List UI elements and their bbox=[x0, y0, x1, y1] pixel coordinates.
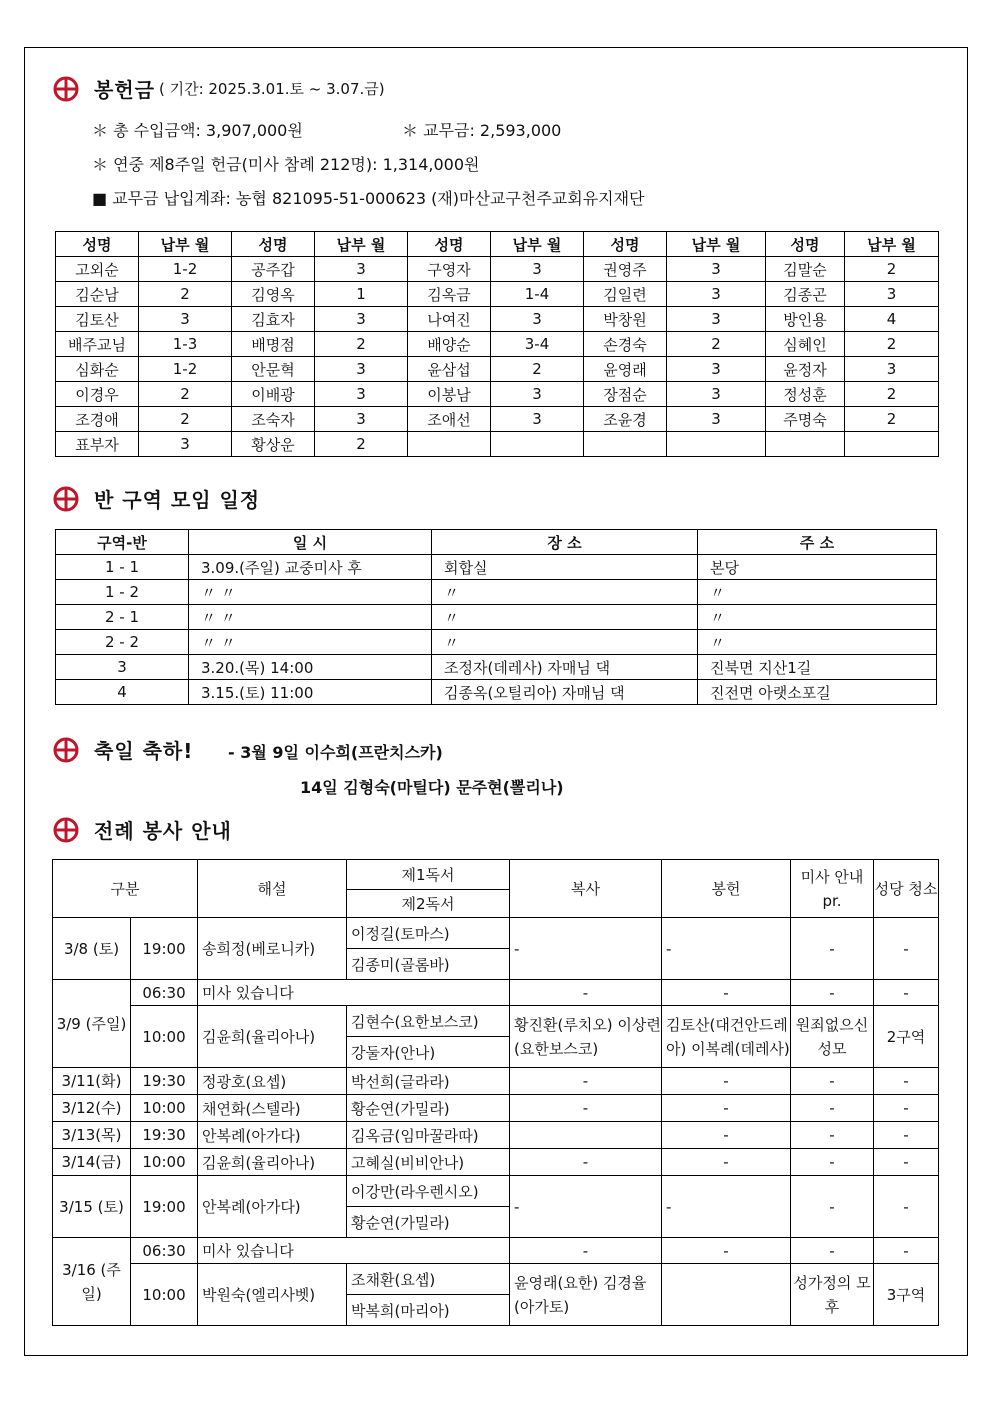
member-name: 김말순 bbox=[766, 257, 845, 282]
reader: 박복희(마리아) bbox=[347, 1295, 510, 1326]
service-time: 06:30 bbox=[131, 1238, 198, 1264]
reader: 조채환(요셉) bbox=[347, 1264, 510, 1295]
offering-col-header: 성명 bbox=[584, 232, 667, 257]
service-date: 3/11(화) bbox=[53, 1068, 131, 1095]
member-name: 윤영래 bbox=[584, 357, 667, 382]
table-row bbox=[53, 1122, 939, 1149]
paid-month: 3 bbox=[491, 307, 584, 332]
member-name: 안문혁 bbox=[232, 357, 315, 382]
offering-col-header: 성명 bbox=[766, 232, 845, 257]
paid-month: 2 bbox=[845, 382, 939, 407]
paid-month bbox=[491, 432, 584, 457]
feast-line-2: 14일 김형숙(마틸다) 문주현(뽈리나) bbox=[300, 778, 564, 797]
table-row bbox=[56, 307, 939, 332]
member-name: 정성훈 bbox=[766, 382, 845, 407]
cleaning: - bbox=[874, 1068, 939, 1095]
offertory: 김토산(대건안드레아) 이복례(데레사) bbox=[662, 1006, 791, 1068]
meeting-datetime: 〃 〃 bbox=[189, 580, 432, 605]
commentary: 채연화(스텔라) bbox=[198, 1095, 347, 1122]
member-name: 표부자 bbox=[56, 432, 139, 457]
paid-month: 2 bbox=[139, 382, 232, 407]
meeting-address: 진북면 지산1길 bbox=[698, 655, 937, 680]
paid-month: 2 bbox=[139, 407, 232, 432]
meeting-datetime: 〃 〃 bbox=[189, 605, 432, 630]
cross-circle-icon bbox=[52, 816, 80, 844]
paid-month: 2 bbox=[315, 332, 408, 357]
paid-month: 2 bbox=[315, 432, 408, 457]
paid-month: 3 bbox=[315, 307, 408, 332]
reader: 고혜실(비비안나) bbox=[347, 1149, 510, 1176]
meeting-address: 본당 bbox=[698, 555, 937, 580]
offertory: - bbox=[662, 1095, 791, 1122]
commentary: 김윤희(율리아나) bbox=[198, 1006, 347, 1068]
header-reader1: 제1독서 bbox=[347, 860, 510, 890]
paid-month: 1-2 bbox=[139, 357, 232, 382]
paid-month bbox=[667, 432, 766, 457]
paid-month: 2 bbox=[845, 332, 939, 357]
commentary: 김윤희(율리아나) bbox=[198, 1149, 347, 1176]
reader: 황순연(가밀라) bbox=[347, 1095, 510, 1122]
member-name: 조경애 bbox=[56, 407, 139, 432]
meeting-group: 1 - 2 bbox=[56, 580, 189, 605]
offering-header bbox=[52, 74, 385, 103]
meeting-place: 김종옥(오틸리아) 자매님 댁 bbox=[432, 680, 698, 705]
cross-circle-icon bbox=[52, 736, 80, 764]
offertory bbox=[662, 1264, 791, 1326]
server: 윤영래(요한) 김경율(아가토) bbox=[510, 1264, 662, 1326]
member-name: 황상운 bbox=[232, 432, 315, 457]
service-time: 19:00 bbox=[131, 918, 198, 980]
commentary: 정광호(요셉) bbox=[198, 1068, 347, 1095]
meeting-datetime: 3.09.(주일) 교중미사 후 bbox=[189, 555, 432, 580]
service-date: 3/8 (토) bbox=[53, 918, 131, 980]
usher: - bbox=[791, 1122, 874, 1149]
service-time: 19:00 bbox=[131, 1176, 198, 1238]
paid-month: 3 bbox=[491, 257, 584, 282]
service-time: 10:00 bbox=[131, 1149, 198, 1176]
header-reader2: 제2독서 bbox=[347, 890, 510, 918]
member-name: 손경숙 bbox=[584, 332, 667, 357]
cleaning: - bbox=[874, 1095, 939, 1122]
paid-month: 3 bbox=[667, 257, 766, 282]
cleaning: 3구역 bbox=[874, 1264, 939, 1326]
member-name: 김순남 bbox=[56, 282, 139, 307]
sunday-offering: ＊ 연중 제8주일 헌금(미사 참례 212명): 1,314,000원 bbox=[92, 155, 480, 174]
meeting-group: 2 - 1 bbox=[56, 605, 189, 630]
offertory: - bbox=[662, 1068, 791, 1095]
meeting-address: 진전면 아랫소포길 bbox=[698, 680, 937, 705]
diocese-fee: ＊ 교무금: 2,593,000 bbox=[402, 121, 562, 140]
meeting-table bbox=[55, 529, 937, 705]
paid-month: 3 bbox=[315, 382, 408, 407]
reader: 박선희(글라라) bbox=[347, 1068, 510, 1095]
offertory: - bbox=[662, 1122, 791, 1149]
table-row bbox=[53, 980, 939, 1006]
header-cleaning: 성당 청소 bbox=[874, 860, 939, 918]
service-date: 3/16 (주일) bbox=[53, 1238, 131, 1326]
cleaning: - bbox=[874, 980, 939, 1006]
usher: 성가정의 모후 bbox=[791, 1264, 874, 1326]
service-time: 06:30 bbox=[131, 980, 198, 1006]
reader: 이강만(라우렌시오) bbox=[347, 1176, 510, 1207]
offering-col-header: 납부 월 bbox=[845, 232, 939, 257]
table-row bbox=[56, 407, 939, 432]
table-row bbox=[53, 1095, 939, 1122]
table-row bbox=[56, 630, 937, 655]
commentary: 미사 있습니다 bbox=[198, 980, 510, 1006]
member-name bbox=[408, 432, 491, 457]
table-row bbox=[53, 1006, 939, 1037]
table-row bbox=[56, 605, 937, 630]
meeting-place: 〃 bbox=[432, 580, 698, 605]
member-name: 김효자 bbox=[232, 307, 315, 332]
header-commentary: 해설 bbox=[198, 860, 347, 918]
service-date: 3/15 (토) bbox=[53, 1176, 131, 1238]
server: 황진환(루치오) 이상련(요한보스코) bbox=[510, 1006, 662, 1068]
usher: - bbox=[791, 1238, 874, 1264]
header-category: 구분 bbox=[53, 860, 198, 918]
cleaning: - bbox=[874, 1122, 939, 1149]
member-name bbox=[584, 432, 667, 457]
member-name: 주명숙 bbox=[766, 407, 845, 432]
member-name: 김종곤 bbox=[766, 282, 845, 307]
liturgy-title: 전례 봉사 안내 bbox=[94, 819, 232, 843]
paid-month bbox=[845, 432, 939, 457]
server: - bbox=[510, 918, 662, 980]
member-name: 장점순 bbox=[584, 382, 667, 407]
liturgy-header bbox=[52, 815, 232, 844]
commentary: 박원숙(엘리사벳) bbox=[198, 1264, 347, 1326]
paid-month: 2 bbox=[845, 257, 939, 282]
cleaning: - bbox=[874, 1149, 939, 1176]
member-name: 심혜인 bbox=[766, 332, 845, 357]
paid-month: 2 bbox=[139, 282, 232, 307]
usher: - bbox=[791, 1176, 874, 1238]
member-name: 고외순 bbox=[56, 257, 139, 282]
table-row bbox=[53, 1149, 939, 1176]
meeting-place: 조정자(데레사) 자매님 댁 bbox=[432, 655, 698, 680]
reader: 황순연(가밀라) bbox=[347, 1207, 510, 1238]
service-time: 19:30 bbox=[131, 1068, 198, 1095]
table-row bbox=[56, 555, 937, 580]
member-name: 김영옥 bbox=[232, 282, 315, 307]
paid-month: 3 bbox=[667, 407, 766, 432]
server: - bbox=[510, 1176, 662, 1238]
offering-col-header: 성명 bbox=[232, 232, 315, 257]
table-row bbox=[56, 432, 939, 457]
offertory: - bbox=[662, 1149, 791, 1176]
paid-month: 3 bbox=[315, 257, 408, 282]
member-name: 배양순 bbox=[408, 332, 491, 357]
meeting-place: 〃 bbox=[432, 605, 698, 630]
cleaning: 2구역 bbox=[874, 1006, 939, 1068]
cross-circle-icon bbox=[52, 485, 80, 513]
offertory: - bbox=[662, 918, 791, 980]
server: - bbox=[510, 980, 662, 1006]
table-row bbox=[53, 1264, 939, 1295]
paid-month: 1-3 bbox=[139, 332, 232, 357]
meeting-datetime: 3.15.(토) 11:00 bbox=[189, 680, 432, 705]
feast-title: 축일 축하! bbox=[94, 739, 194, 763]
member-name: 나여진 bbox=[408, 307, 491, 332]
table-row bbox=[56, 580, 937, 605]
header-offertory: 봉헌 bbox=[662, 860, 791, 918]
meeting-col-header: 장 소 bbox=[432, 530, 698, 555]
paid-month: 3 bbox=[845, 282, 939, 307]
offering-col-header: 납부 월 bbox=[491, 232, 584, 257]
paid-month: 3 bbox=[667, 357, 766, 382]
offering-col-header: 납부 월 bbox=[139, 232, 232, 257]
table-row bbox=[56, 382, 939, 407]
cleaning: - bbox=[874, 1238, 939, 1264]
service-date: 3/9 (주일) bbox=[53, 980, 131, 1068]
server: - bbox=[510, 1149, 662, 1176]
server: - bbox=[510, 1068, 662, 1095]
reader: 이정길(토마스) bbox=[347, 918, 510, 949]
service-time: 19:30 bbox=[131, 1122, 198, 1149]
paid-month: 4 bbox=[845, 307, 939, 332]
member-name: 심화순 bbox=[56, 357, 139, 382]
commentary: 미사 있습니다 bbox=[198, 1238, 510, 1264]
paid-month: 3 bbox=[667, 382, 766, 407]
service-time: 10:00 bbox=[131, 1095, 198, 1122]
meeting-col-header: 일 시 bbox=[189, 530, 432, 555]
paid-month: 3 bbox=[491, 407, 584, 432]
paid-month: 3-4 bbox=[491, 332, 584, 357]
usher: - bbox=[791, 1095, 874, 1122]
meeting-group: 3 bbox=[56, 655, 189, 680]
meeting-group: 4 bbox=[56, 680, 189, 705]
member-name: 이봉남 bbox=[408, 382, 491, 407]
paid-month: 3 bbox=[845, 357, 939, 382]
meeting-group: 1 - 1 bbox=[56, 555, 189, 580]
member-name: 공주갑 bbox=[232, 257, 315, 282]
bank-account: ■ 교무금 납입계좌: 농협 821095-51-000623 (재)마산교구천주교회유지재단 bbox=[92, 189, 645, 208]
cleaning: - bbox=[874, 918, 939, 980]
table-row bbox=[53, 1176, 939, 1207]
meeting-address: 〃 bbox=[698, 580, 937, 605]
member-name: 박창원 bbox=[584, 307, 667, 332]
reader: 김현수(요한보스코) bbox=[347, 1006, 510, 1037]
meeting-datetime: 3.20.(목) 14:00 bbox=[189, 655, 432, 680]
meeting-address: 〃 bbox=[698, 605, 937, 630]
member-name: 방인용 bbox=[766, 307, 845, 332]
member-name: 윤정자 bbox=[766, 357, 845, 382]
reader: 김옥금(임마꿀라따) bbox=[347, 1122, 510, 1149]
liturgy-table bbox=[52, 859, 939, 1326]
meeting-address: 〃 bbox=[698, 630, 937, 655]
paid-month: 1 bbox=[315, 282, 408, 307]
table-row bbox=[56, 655, 937, 680]
service-date: 3/14(금) bbox=[53, 1149, 131, 1176]
member-name: 조애선 bbox=[408, 407, 491, 432]
commentary: 안복례(아가다) bbox=[198, 1176, 347, 1238]
paid-month: 3 bbox=[139, 432, 232, 457]
table-row bbox=[56, 332, 939, 357]
offering-col-header: 성명 bbox=[408, 232, 491, 257]
member-name: 배주교님 bbox=[56, 332, 139, 357]
table-row bbox=[56, 257, 939, 282]
member-name: 구영자 bbox=[408, 257, 491, 282]
server bbox=[510, 1122, 662, 1149]
paid-month: 2 bbox=[845, 407, 939, 432]
usher: - bbox=[791, 1149, 874, 1176]
meeting-col-header: 주 소 bbox=[698, 530, 937, 555]
offertory: - bbox=[662, 1238, 791, 1264]
offering-table bbox=[55, 231, 939, 457]
cross-circle-icon bbox=[52, 75, 80, 103]
offering-title: 봉헌금 bbox=[94, 78, 155, 102]
meeting-title: 반 구역 모임 일정 bbox=[94, 488, 261, 512]
usher: - bbox=[791, 980, 874, 1006]
service-time: 10:00 bbox=[131, 1006, 198, 1068]
offering-period: ( 기간: 2025.3.01.토 ~ 3.07.금) bbox=[158, 80, 385, 98]
table-row bbox=[56, 680, 937, 705]
reader: 강둘자(안나) bbox=[347, 1037, 510, 1068]
paid-month: 3 bbox=[491, 382, 584, 407]
meeting-header bbox=[52, 484, 260, 513]
offering-col-header: 납부 월 bbox=[315, 232, 408, 257]
table-row bbox=[53, 918, 939, 949]
usher: - bbox=[791, 918, 874, 980]
header-usher: 미사 안내 pr. bbox=[791, 860, 874, 918]
server: - bbox=[510, 1095, 662, 1122]
header-server: 복사 bbox=[510, 860, 662, 918]
paid-month: 2 bbox=[491, 357, 584, 382]
usher: - bbox=[791, 1068, 874, 1095]
member-name: 김일련 bbox=[584, 282, 667, 307]
meeting-place: 〃 bbox=[432, 630, 698, 655]
commentary: 송희정(베로니카) bbox=[198, 918, 347, 980]
server: - bbox=[510, 1238, 662, 1264]
member-name: 김옥금 bbox=[408, 282, 491, 307]
feast-header bbox=[52, 735, 193, 764]
member-name: 조숙자 bbox=[232, 407, 315, 432]
reader: 김종미(골롬바) bbox=[347, 949, 510, 980]
paid-month: 3 bbox=[667, 282, 766, 307]
member-name: 이배광 bbox=[232, 382, 315, 407]
member-name bbox=[766, 432, 845, 457]
service-time: 10:00 bbox=[131, 1264, 198, 1326]
service-date: 3/12(수) bbox=[53, 1095, 131, 1122]
service-date: 3/13(목) bbox=[53, 1122, 131, 1149]
feast-line-1: - 3월 9일 이수희(프란치스카) bbox=[228, 743, 443, 762]
member-name: 배명점 bbox=[232, 332, 315, 357]
usher: 원죄없으신 성모 bbox=[791, 1006, 874, 1068]
meeting-group: 2 - 2 bbox=[56, 630, 189, 655]
member-name: 조윤경 bbox=[584, 407, 667, 432]
paid-month: 3 bbox=[315, 407, 408, 432]
member-name: 권영주 bbox=[584, 257, 667, 282]
total-income: ＊ 총 수입금액: 3,907,000원 bbox=[92, 121, 303, 140]
paid-month: 3 bbox=[667, 307, 766, 332]
paid-month: 1-4 bbox=[491, 282, 584, 307]
commentary: 안복례(아가다) bbox=[198, 1122, 347, 1149]
paid-month: 2 bbox=[667, 332, 766, 357]
offering-col-header: 납부 월 bbox=[667, 232, 766, 257]
offertory: - bbox=[662, 1176, 791, 1238]
meeting-place: 회합실 bbox=[432, 555, 698, 580]
member-name: 이경우 bbox=[56, 382, 139, 407]
offertory: - bbox=[662, 980, 791, 1006]
table-row bbox=[56, 357, 939, 382]
table-row bbox=[53, 1068, 939, 1095]
member-name: 윤삼섭 bbox=[408, 357, 491, 382]
member-name: 김토산 bbox=[56, 307, 139, 332]
cleaning: - bbox=[874, 1176, 939, 1238]
table-row bbox=[53, 1238, 939, 1264]
paid-month: 3 bbox=[315, 357, 408, 382]
table-row bbox=[56, 282, 939, 307]
offering-col-header: 성명 bbox=[56, 232, 139, 257]
meeting-col-header: 구역-반 bbox=[56, 530, 189, 555]
paid-month: 1-2 bbox=[139, 257, 232, 282]
meeting-datetime: 〃 〃 bbox=[189, 630, 432, 655]
paid-month: 3 bbox=[139, 307, 232, 332]
